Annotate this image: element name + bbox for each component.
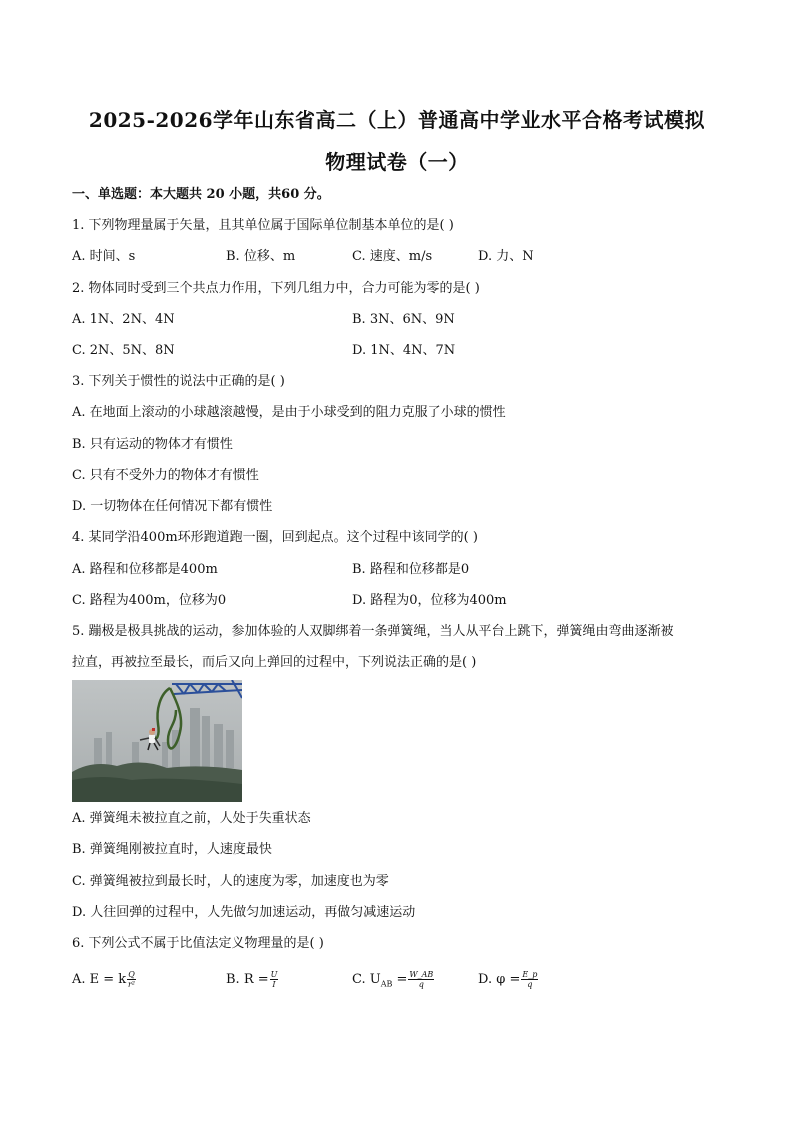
question-6-stem: 6. 下列公式不属于比值法定义物理量的是( )	[72, 936, 324, 951]
question-3-option-a: A. 在地面上滚动的小球越滚越慢，是由于小球受到的阻力克服了小球的惯性	[72, 405, 506, 420]
exam-subtitle: 物理试卷（一）	[325, 150, 469, 174]
question-5-option-a: A. 弹簧绳未被拉直之前，人处于失重状态	[72, 811, 311, 826]
question-1-option-d: D. 力、N	[478, 249, 534, 264]
question-2-stem: 2. 物体同时受到三个共点力作用，下列几组力中，合力可能为零的是( )	[72, 281, 480, 296]
question-6-option-a	[72, 970, 137, 989]
option-d-fraction	[521, 970, 538, 989]
bungee-jump-photo	[72, 680, 242, 802]
question-5-option-c: C. 弹簧绳被拉到最长时，人的速度为零，加速度也为零	[72, 874, 389, 889]
option-b-fraction	[270, 970, 279, 989]
option-c-denominator: q	[418, 980, 424, 989]
question-6-option-d	[478, 970, 539, 989]
question-1-stem: 1. 下列物理量属于矢量，且其单位属于国际单位制基本单位的是( )	[72, 218, 454, 233]
question-5-stem-line2: 拉直，再被拉至最长，而后又向上弹回的过程中，下列说法正确的是( )	[72, 655, 477, 670]
question-2-option-d: D. 1N、4N、7N	[352, 343, 456, 358]
option-c-fraction	[408, 970, 434, 989]
question-6-option-c	[352, 970, 435, 994]
option-a-formula-text: A. E = k	[72, 972, 127, 987]
question-2-option-a: A. 1N、2N、4N	[72, 312, 175, 327]
question-5-option-b: B. 弹簧绳刚被拉直时，人速度最快	[72, 842, 272, 857]
section-heading: 一、单选题：本大题共 20 小题，共60 分。	[72, 187, 330, 202]
question-4-option-c: C. 路程为400m，位移为0	[72, 593, 227, 608]
question-2-option-b: B. 3N、6N、9N	[352, 312, 455, 327]
option-d-denominator: q	[527, 980, 533, 989]
option-c-numerator: W_AB	[409, 970, 434, 979]
option-c-equals: =	[392, 972, 408, 987]
question-2-option-c: C. 2N、5N、8N	[72, 343, 175, 358]
option-a-fraction	[127, 970, 136, 989]
question-5-stem-line1: 5. 蹦极是极具挑战的运动，参加体验的人双脚绑着一条弹簧绳，当人从平台上跳下，弹簧绳由弯曲逐渐被	[72, 624, 674, 639]
question-4-option-b: B. 路程和位移都是0	[352, 562, 470, 577]
option-c-subscript: AB	[380, 979, 393, 989]
question-5-option-d: D. 人往回弹的过程中，人先做匀加速运动，再做匀减速运动	[72, 905, 416, 920]
option-d-numerator: E_p	[522, 970, 538, 979]
question-6-option-b	[226, 970, 279, 989]
option-b-denominator: I	[272, 980, 276, 989]
question-3-option-c: C. 只有不受外力的物体才有惯性	[72, 468, 259, 483]
question-1-option-c: C. 速度、m/s	[352, 249, 433, 264]
option-b-numerator: U	[270, 970, 278, 979]
question-3-option-b: B. 只有运动的物体才有惯性	[72, 437, 233, 452]
question-3-stem: 3. 下列关于惯性的说法中正确的是( )	[72, 374, 285, 389]
question-4-option-a: A. 路程和位移都是400m	[72, 562, 218, 577]
question-3-option-d: D. 一切物体在任何情况下都有惯性	[72, 499, 273, 514]
exam-title: 2025-2026学年山东省高二（上）普通高中学业水平合格考试模拟	[88, 108, 706, 132]
question-1-option-b: B. 位移、m	[226, 249, 296, 264]
option-d-formula-text: D. φ =	[478, 972, 521, 987]
question-4-stem: 4. 某同学沿400m环形跑道跑一圈，回到起点。这个过程中该同学的( )	[72, 530, 478, 545]
option-b-formula-text: B. R =	[226, 972, 269, 987]
option-a-denominator: r²	[127, 980, 135, 989]
question-1-option-a: A. 时间、s	[72, 249, 136, 264]
question-4-option-d: D. 路程为0，位移为400m	[352, 593, 507, 608]
option-a-numerator: Q	[128, 970, 135, 979]
option-c-formula-text: C. U	[352, 972, 381, 987]
